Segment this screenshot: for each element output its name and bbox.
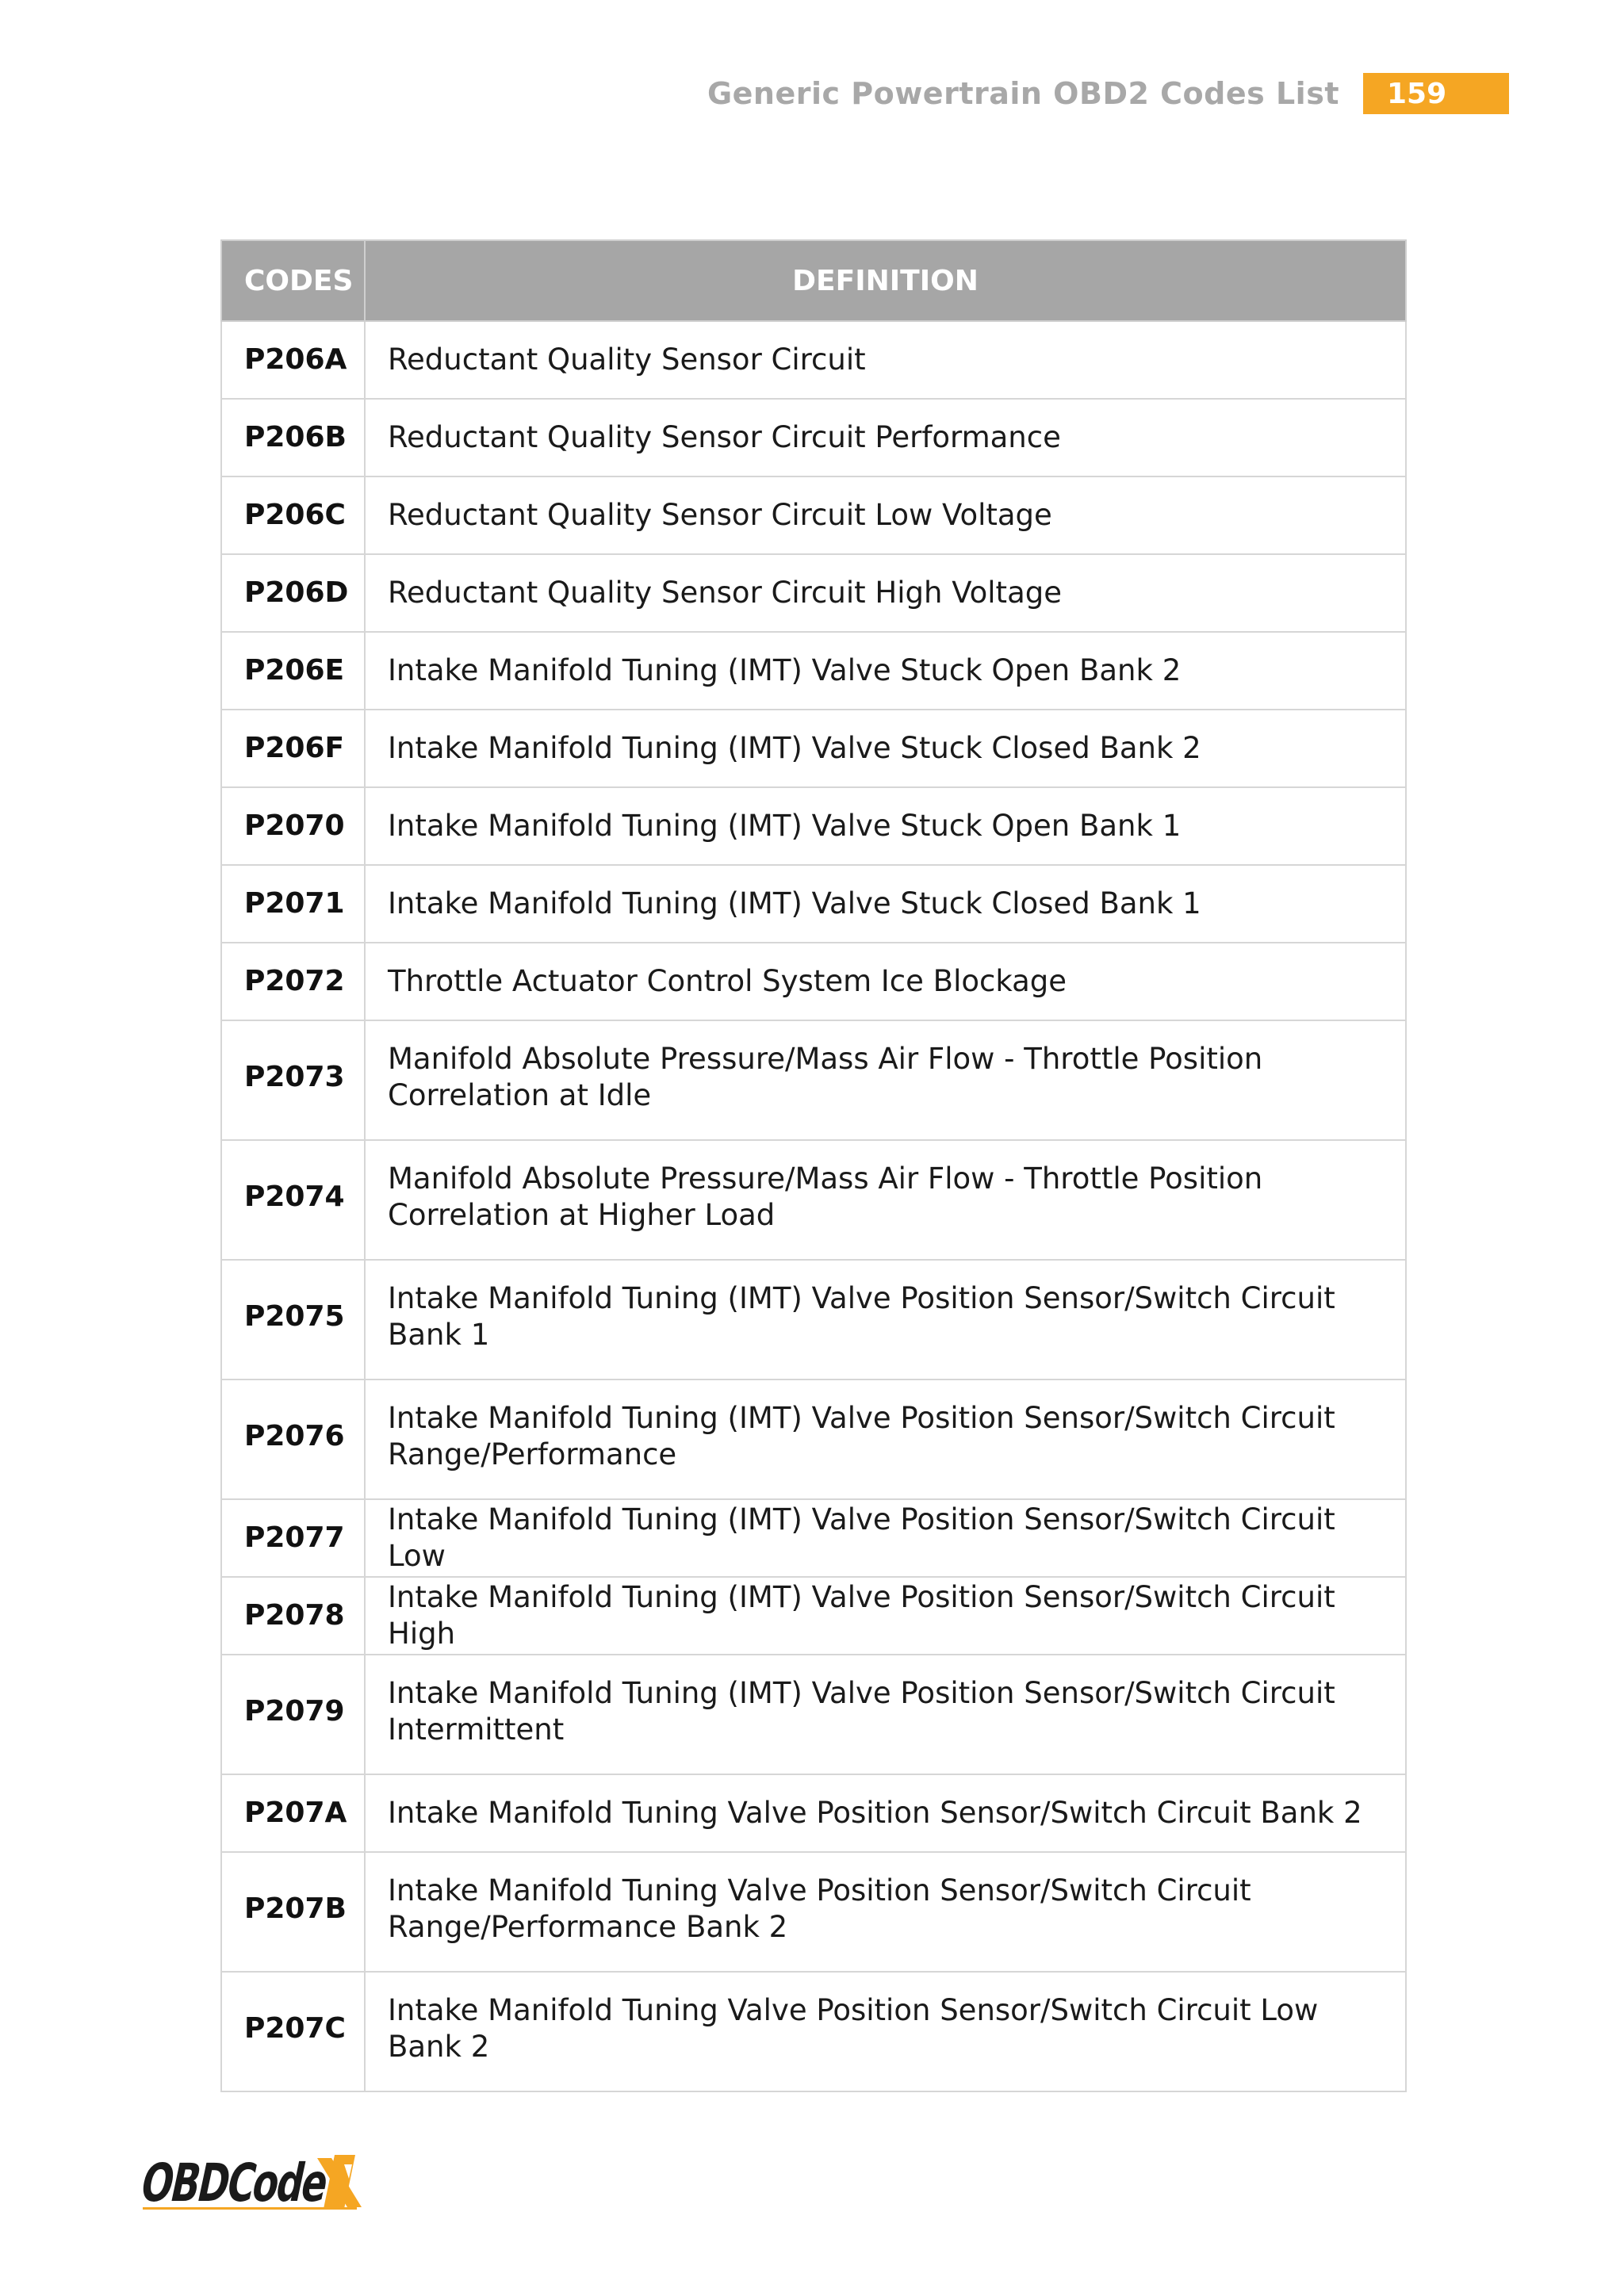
table-row [221, 710, 1406, 787]
obdcodex-logo [136, 2150, 408, 2214]
code-cell: P2071 [221, 865, 365, 943]
code-cell: P2074 [221, 1140, 365, 1260]
definition-cell: Intake Manifold Tuning Valve Position Sensor/Switch Circuit Range/Performance Bank 2 [365, 1852, 1406, 1972]
definition-cell: Intake Manifold Tuning (IMT) Valve Position Sensor/Switch Circuit Bank 1 [365, 1260, 1406, 1380]
definition-cell: Reductant Quality Sensor Circuit High Voltage [365, 554, 1406, 632]
definition-cell: Intake Manifold Tuning (IMT) Valve Position Sensor/Switch Circuit Low [365, 1499, 1406, 1577]
code-cell: P206A [221, 321, 365, 399]
table-row [221, 321, 1406, 399]
page-title: Generic Powertrain OBD2 Codes List [707, 76, 1339, 111]
table-row [221, 865, 1406, 943]
page-header [707, 73, 1509, 114]
code-cell: P207A [221, 1774, 365, 1852]
definition-cell: Manifold Absolute Pressure/Mass Air Flow - Throttle Position Correlation at Higher Load [365, 1140, 1406, 1260]
svg-text:OBDCode: OBDCode [136, 2152, 408, 2214]
code-cell: P206B [221, 399, 365, 476]
definition-cell: Throttle Actuator Control System Ice Blockage [365, 943, 1406, 1020]
table-row [221, 1499, 1406, 1577]
page-number-badge: 159 [1363, 73, 1509, 114]
code-cell: P2075 [221, 1260, 365, 1380]
column-header-codes: CODES [221, 240, 365, 321]
table-row [221, 399, 1406, 476]
table-row [221, 787, 1406, 865]
column-header-definition: DEFINITION [365, 240, 1406, 321]
code-cell: P206F [221, 710, 365, 787]
code-cell: P207C [221, 1972, 365, 2091]
definition-cell: Reductant Quality Sensor Circuit Performance [365, 399, 1406, 476]
code-cell: P2079 [221, 1655, 365, 1774]
code-cell: P2078 [221, 1577, 365, 1655]
code-cell: P2077 [221, 1499, 365, 1577]
definition-cell: Intake Manifold Tuning Valve Position Sensor/Switch Circuit Bank 2 [365, 1774, 1406, 1852]
definition-cell: Intake Manifold Tuning (IMT) Valve Stuck Closed Bank 1 [365, 865, 1406, 943]
code-cell: P2076 [221, 1380, 365, 1499]
table-row [221, 1972, 1406, 2091]
code-cell: P2073 [221, 1020, 365, 1140]
definition-cell: Reductant Quality Sensor Circuit [365, 321, 1406, 399]
definition-cell: Intake Manifold Tuning (IMT) Valve Position Sensor/Switch Circuit Range/Performance [365, 1380, 1406, 1499]
definition-cell: Manifold Absolute Pressure/Mass Air Flow - Throttle Position Correlation at Idle [365, 1020, 1406, 1140]
code-cell: P206D [221, 554, 365, 632]
table-row [221, 1380, 1406, 1499]
code-cell: P207B [221, 1852, 365, 1972]
table-row [221, 1774, 1406, 1852]
definition-cell: Intake Manifold Tuning (IMT) Valve Position Sensor/Switch Circuit High [365, 1577, 1406, 1655]
table-row [221, 1852, 1406, 1972]
definition-cell: Intake Manifold Tuning (IMT) Valve Position Sensor/Switch Circuit Intermittent [365, 1655, 1406, 1774]
table-row [221, 1020, 1406, 1140]
table-row [221, 476, 1406, 554]
definition-cell: Reductant Quality Sensor Circuit Low Voltage [365, 476, 1406, 554]
table-row [221, 1140, 1406, 1260]
table-row [221, 1577, 1406, 1655]
table-row [221, 632, 1406, 710]
table-row [221, 1655, 1406, 1774]
definition-cell: Intake Manifold Tuning (IMT) Valve Stuck Open Bank 2 [365, 632, 1406, 710]
table-row [221, 554, 1406, 632]
code-cell: P2072 [221, 943, 365, 1020]
definition-cell: Intake Manifold Tuning Valve Position Sensor/Switch Circuit Low Bank 2 [365, 1972, 1406, 2091]
table-header-row [221, 240, 1406, 321]
table-row [221, 1260, 1406, 1380]
code-cell: P2070 [221, 787, 365, 865]
table-row [221, 943, 1406, 1020]
code-cell: P206E [221, 632, 365, 710]
definition-cell: Intake Manifold Tuning (IMT) Valve Stuck Closed Bank 2 [365, 710, 1406, 787]
codes-table [220, 239, 1407, 2092]
code-cell: P206C [221, 476, 365, 554]
definition-cell: Intake Manifold Tuning (IMT) Valve Stuck Open Bank 1 [365, 787, 1406, 865]
